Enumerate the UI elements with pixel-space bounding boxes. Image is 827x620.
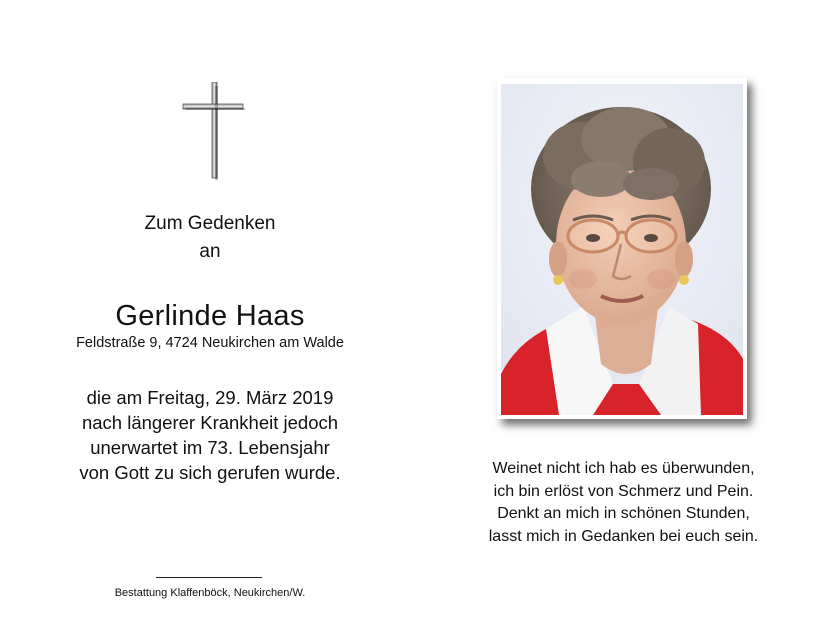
signature-divider — [156, 577, 262, 578]
death-notice-line: von Gott zu sich gerufen wurde. — [79, 462, 341, 483]
memorial-right-column — [420, 0, 827, 620]
undertaker-credit: Bestattung Klaffenböck, Neukirchen/W. — [114, 587, 306, 599]
death-notice-line: nach längerer Krankheit jedoch — [81, 412, 339, 433]
portrait-photo — [501, 84, 743, 415]
death-notice-line: die am Freitag, 29. März 2019 — [86, 387, 334, 408]
cross-icon — [182, 82, 246, 182]
heading-line-1: Zum Gedenken — [144, 213, 276, 234]
deceased-address: Feldstraße 9, 4724 Neukirchen am Walde — [76, 335, 344, 351]
poem-line: Denkt an mich in schönen Stunden, — [497, 505, 750, 522]
heading-line-2: an — [199, 241, 221, 262]
poem-line: ich bin erlöst von Schmerz und Pein. — [493, 482, 754, 500]
poem-line: lasst mich in Gedanken bei euch sein. — [488, 527, 759, 545]
portrait-illustration — [501, 84, 743, 415]
deceased-name: Gerlinde Haas — [115, 300, 305, 332]
portrait-frame — [497, 78, 747, 419]
death-notice — [0, 385, 420, 485]
memorial-poem — [420, 458, 827, 548]
poem-line: Weinet nicht ich hab es überwunden, — [492, 460, 755, 477]
death-notice-line: unerwartet im 73. Lebensjahr — [90, 437, 330, 458]
